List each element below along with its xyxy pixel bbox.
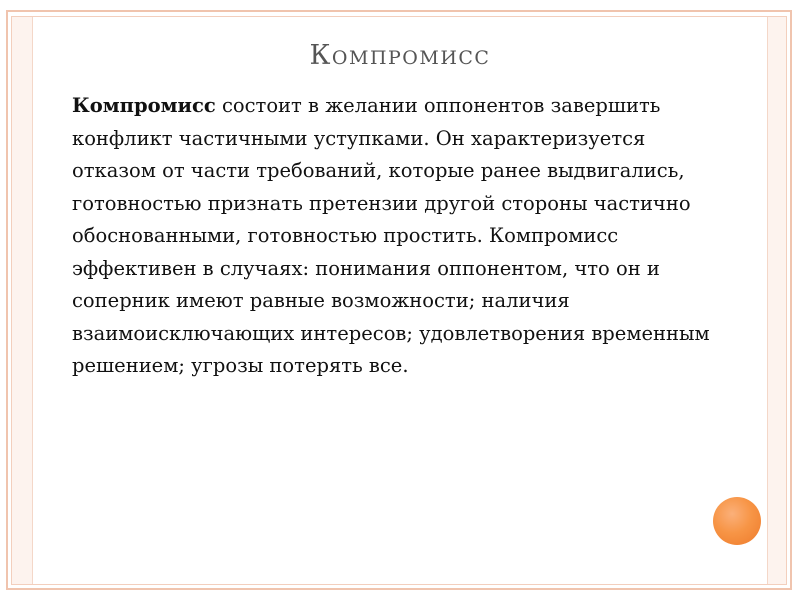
orange-circle-decoration xyxy=(713,497,761,545)
slide-title: Компромисс xyxy=(309,40,491,71)
slide-body xyxy=(72,90,712,383)
lead-term: Компромисс xyxy=(72,94,216,117)
left-decorative-band xyxy=(12,17,33,584)
body-text: состоит в желании оппонентов завершить конфликт частичными уступками. Он характеризуется отказом от части требований, которые ранее выдвигались, готовностью признать претензии другой стороны частично обоснованными, готовностью простить. Компромисс эффективен в случаях: понимания оппонентом, что он и соперник имеют равные возможности; наличия взаимоисключающих интересов; удовлетворения временным решением; угрозы потерять все. xyxy=(72,94,710,377)
right-decorative-band xyxy=(767,17,786,584)
